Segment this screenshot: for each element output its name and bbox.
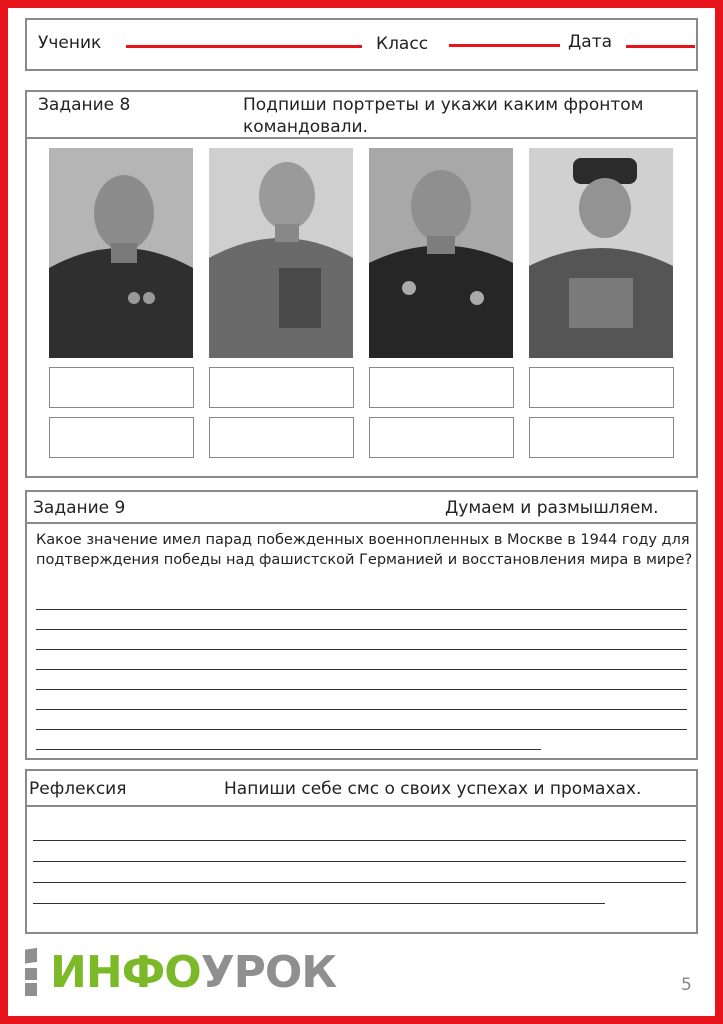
class-line[interactable] <box>449 44 560 47</box>
portrait-photo-1 <box>49 148 193 358</box>
portrait-4-figure <box>529 148 673 358</box>
task9-question: Какое значение имел парад побежденных военнопленных в Москве в 1944 году для подтверждения победы над фашистской Германией и восстановления мира в мире? <box>36 532 693 568</box>
task9-title: Задание 9 <box>33 498 126 518</box>
portrait-2-name-box[interactable] <box>209 367 354 408</box>
portrait-photo-4 <box>529 148 673 358</box>
portrait-1-name-box[interactable] <box>49 367 194 408</box>
portrait-3-figure <box>369 148 513 358</box>
portrait-2-figure <box>209 148 353 358</box>
infourok-logo <box>22 948 336 998</box>
task9-answer-line[interactable] <box>36 749 541 750</box>
page-number: 5 <box>681 975 692 995</box>
student-label: Ученик <box>38 33 102 53</box>
portrait-photo-2 <box>209 148 353 358</box>
portrait-photo-3 <box>369 148 513 358</box>
reflection-answer-line[interactable] <box>33 882 686 883</box>
reflection-answer-line[interactable] <box>33 861 686 862</box>
task9-subtitle: Думаем и размышляем. <box>445 498 659 518</box>
logo-text-info: ИНФО <box>50 947 201 998</box>
reflection-title: Рефлексия <box>29 779 127 799</box>
date-label: Дата <box>568 32 613 52</box>
task8-instruction-line1: Подпиши портреты и укажи каким фронтом <box>243 95 644 115</box>
portrait-3-name-box[interactable] <box>369 367 514 408</box>
class-label: Класс <box>376 34 429 54</box>
task9-answer-line[interactable] <box>36 729 687 730</box>
task9-answer-line[interactable] <box>36 669 687 670</box>
task9-answer-line[interactable] <box>36 689 687 690</box>
task9-answer-line[interactable] <box>36 709 687 710</box>
task9-answer-line[interactable] <box>36 649 687 650</box>
portrait-1-figure <box>49 148 193 358</box>
task8-instruction-line2: командовали. <box>243 117 368 137</box>
reflection-answer-line[interactable] <box>33 840 686 841</box>
reflection-title-bar <box>25 805 698 807</box>
logo-text-urok: УРОК <box>200 947 337 998</box>
date-line[interactable] <box>626 45 695 48</box>
reflection-instruction: Напиши себе смс о своих успехах и промахах. <box>224 779 642 799</box>
portrait-2-front-box[interactable] <box>209 417 354 458</box>
task9-title-bar <box>25 522 698 524</box>
reflection-answer-line[interactable] <box>33 903 605 904</box>
task9-answer-line[interactable] <box>36 609 687 610</box>
task8-title-bar <box>25 137 698 139</box>
task8-title: Задание 8 <box>38 95 131 115</box>
logo-mark-icon <box>22 948 44 998</box>
portrait-3-front-box[interactable] <box>369 417 514 458</box>
portrait-4-front-box[interactable] <box>529 417 674 458</box>
portrait-4-name-box[interactable] <box>529 367 674 408</box>
task9-answer-line[interactable] <box>36 629 687 630</box>
portrait-1-front-box[interactable] <box>49 417 194 458</box>
student-name-line[interactable] <box>126 45 362 48</box>
